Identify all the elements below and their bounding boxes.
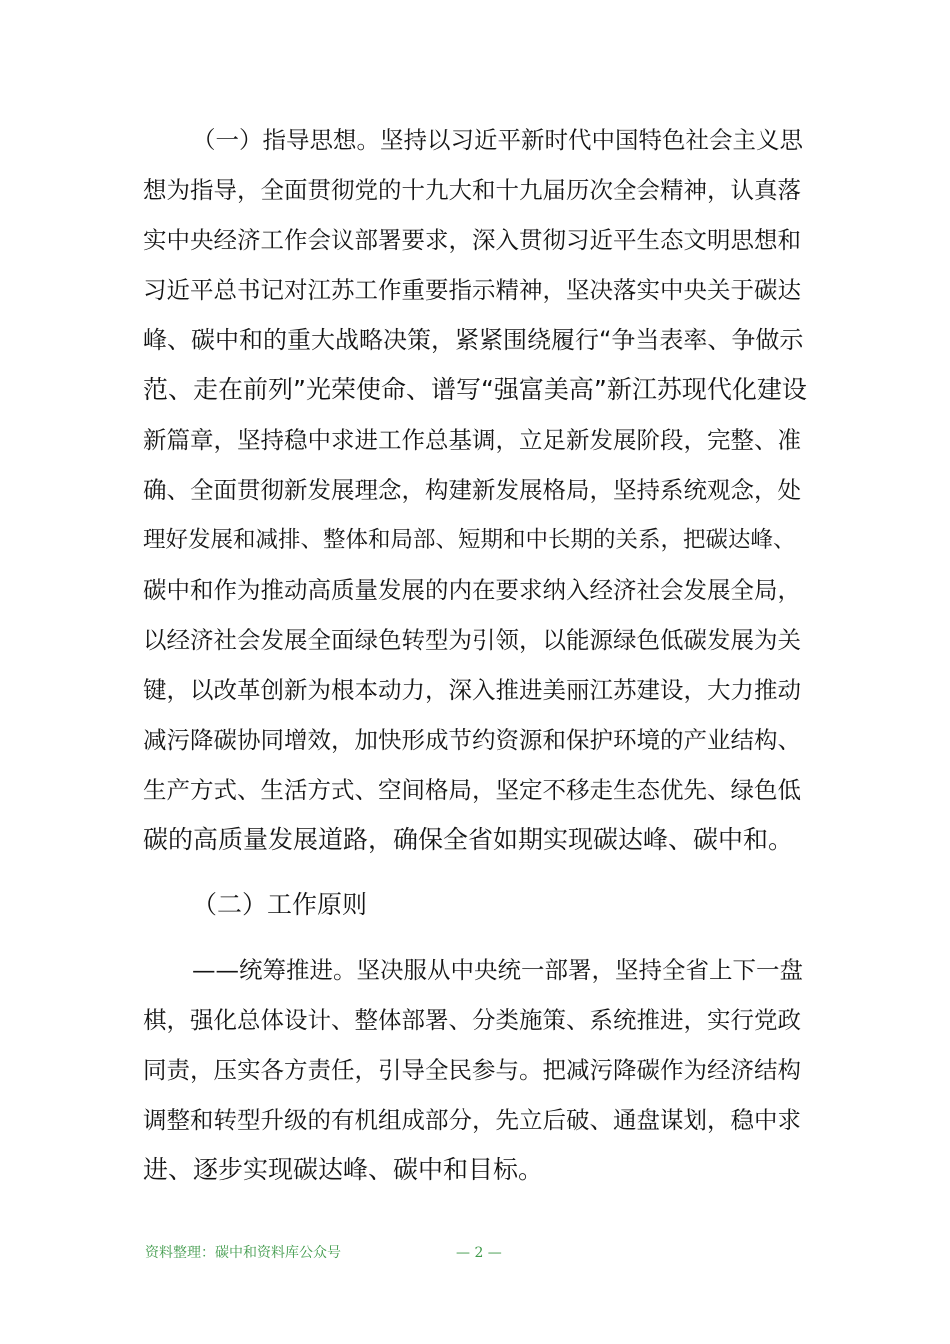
paragraph-guiding-ideology-line-14: 生产方式、生活方式、空间格局，坚定不移走生态优先、绿色低	[143, 776, 801, 804]
paragraph-guiding-ideology-line-8: 确、全面贯彻新发展理念，构建新发展格局，坚持系统观念，处	[143, 476, 801, 504]
paragraph-guiding-ideology-line-3: 实中央经济工作会议部署要求，深入贯彻习近平生态文明思想和	[143, 226, 801, 254]
footer-page-number: — 2 —	[456, 1245, 502, 1261]
section-heading-work-principles: （二）工作原则	[192, 890, 368, 919]
paragraph-guiding-ideology-line-7: 新篇章，坚持稳中求进工作总基调，立足新发展阶段，完整、准	[143, 426, 801, 454]
paragraph-overall-planning-line-2: 棋，强化总体设计、整体部署、分类施策、系统推进，实行党政	[143, 1006, 801, 1034]
paragraph-overall-planning-line-3: 同责，压实各方责任，引导全民参与。把减污降碳作为经济结构	[143, 1056, 801, 1084]
paragraph-overall-planning-line-5: 进、逐步实现碳达峰、碳中和目标。	[143, 1155, 544, 1184]
paragraph-guiding-ideology-line-11: 以经济社会发展全面绿色转型为引领，以能源绿色低碳发展为关	[143, 626, 801, 654]
footer-source-note: 资料整理：碳中和资料库公众号	[145, 1245, 341, 1261]
paragraph-guiding-ideology-line-10: 碳中和作为推动高质量发展的内在要求纳入经济社会发展全局，	[143, 576, 801, 604]
paragraph-guiding-ideology-line-5: 峰、碳中和的重大战略决策，紧紧围绕履行“争当表率、争做示	[143, 326, 804, 354]
paragraph-overall-planning-line-1: ——统筹推进。坚决服从中央统一部署，坚持全省上下一盘	[192, 956, 803, 984]
paragraph-guiding-ideology-line-12: 键，以改革创新为根本动力，深入推进美丽江苏建设，大力推动	[143, 676, 801, 704]
paragraph-guiding-ideology-line-9: 理好发展和减排、整体和局部、短期和中长期的关系，把碳达峰、	[143, 527, 796, 553]
paragraph-guiding-ideology-line-6: 范、走在前列”光荣使命、谱写“强富美高”新江苏现代化建设	[143, 375, 807, 404]
paragraph-guiding-ideology-line-2: 想为指导，全面贯彻党的十九大和十九届历次全会精神，认真落	[143, 176, 801, 204]
paragraph-guiding-ideology-line-1: （一）指导思想。坚持以习近平新时代中国特色社会主义思	[192, 126, 803, 154]
paragraph-guiding-ideology-line-15: 碳的高质量发展道路，确保全省如期实现碳达峰、碳中和。	[143, 825, 794, 854]
paragraph-guiding-ideology-line-13: 减污降碳协同增效，加快形成节约资源和保护环境的产业结构、	[143, 726, 801, 754]
paragraph-guiding-ideology-line-4: 习近平总书记对江苏工作重要指示精神，坚决落实中央关于碳达	[143, 276, 801, 304]
paragraph-overall-planning-line-4: 调整和转型升级的有机组成部分，先立后破、通盘谋划，稳中求	[143, 1106, 801, 1134]
